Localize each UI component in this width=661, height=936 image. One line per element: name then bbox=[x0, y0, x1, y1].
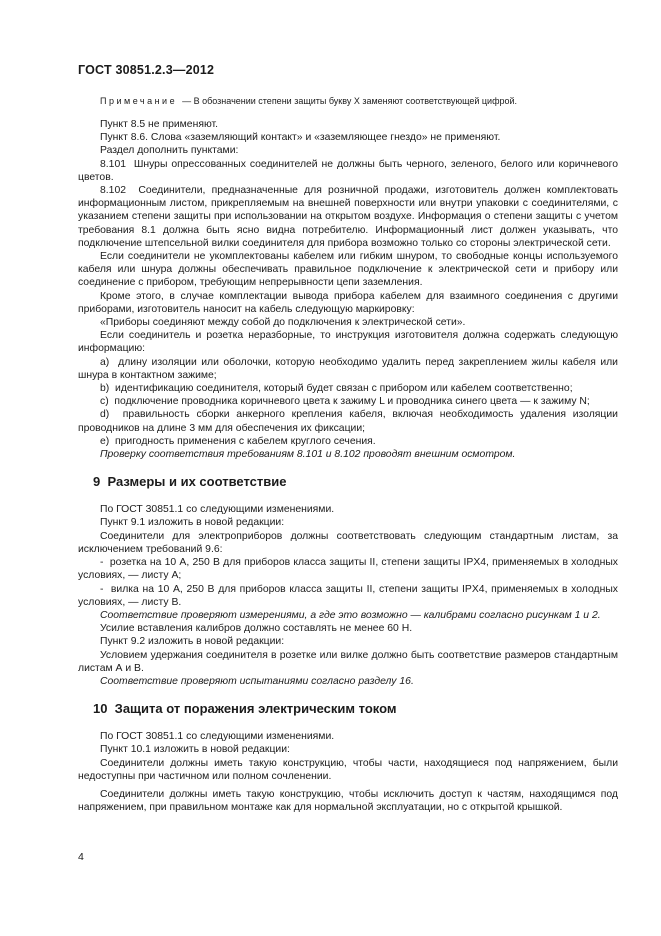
page-number: 4 bbox=[78, 851, 84, 863]
note-text: — В обозначении степени защиты букву X заменяют соответствующей цифрой. bbox=[182, 96, 518, 106]
paragraph: Усилие вставления калибров должно составлять не менее 60 Н. bbox=[100, 623, 413, 635]
paragraph: Пункт 8.6. Слова «заземляющий контакт» и «заземляющее гнездо» не применяют. bbox=[100, 132, 501, 144]
running-header: ГОСТ 30851.2.3—2012 bbox=[78, 63, 215, 77]
paragraph: Если соединитель и розетка неразборные, то инструкция изготовителя должна содержать следующую информацию: bbox=[78, 330, 618, 355]
dash-item: - розетка на 10 А, 250 В для приборов класса защиты II, степени защиты IPX4, применяемых в холодных условиях, — листу А; bbox=[78, 557, 618, 582]
section-10-heading: 10 Защита от поражения электрическим током bbox=[93, 701, 397, 717]
paragraph: По ГОСТ 30851.1 со следующими изменениями. bbox=[100, 504, 335, 516]
page-content bbox=[78, 63, 618, 814]
section-9-heading: 9 Размеры и их соответствие bbox=[93, 474, 287, 490]
verification-note: Соответствие проверяют измерениями, а где это возможно — калибрами согласно рисункам 1 и 2. bbox=[100, 609, 601, 621]
paragraph: Соединители должны иметь такую конструкцию, чтобы части, находящиеся под напряжением, были недоступны при частичном или полном сочленении. bbox=[78, 757, 618, 782]
paragraph: Условием удержания соединителя в розетке или вилке должно быть соответствие размеров стандартным листам А и В. bbox=[78, 649, 618, 674]
list-item-e: e) пригодность применения с кабелем круглого сечения. bbox=[100, 435, 376, 447]
verification-note: Соответствие проверяют испытаниями согласно разделу 16. bbox=[100, 675, 414, 687]
paragraph: Соединители для электроприборов должны соответствовать следующим стандартным листам, за исключением требований 9.6: bbox=[78, 530, 618, 555]
note-label: Примечание bbox=[100, 96, 178, 106]
list-item-d: d) правильность сборки анкерного крепления кабеля, включая необходимость удаления изоляции проводников на длине 3 мм для обеспечения их фиксации; bbox=[78, 409, 618, 434]
list-item-a: a) длину изоляции или оболочки, которую необходимо удалить перед закреплением жилы кабеля или шнура в контактном зажиме; bbox=[78, 356, 618, 381]
dash-item: - вилка на 10 А, 250 В для приборов класса защиты II, степени защиты IPX4, применяемых в холодных условиях, — листу В. bbox=[78, 583, 618, 608]
paragraph: «Приборы соединяют между собой до подключения к электрической сети». bbox=[100, 317, 466, 329]
paragraph: Пункт 8.5 не применяют. bbox=[100, 119, 218, 130]
paragraph: Пункт 10.1 изложить в новой редакции: bbox=[100, 744, 290, 756]
paragraph: 8.101 Шнуры опрессованных соединителей не должны быть черного, зеленого, белого или коричневого цветов. bbox=[78, 158, 618, 183]
paragraph: Пункт 9.1 изложить в новой редакции: bbox=[100, 517, 285, 529]
paragraph: Соединители должны иметь такую конструкцию, чтобы исключить доступ к частям, находящимся под напряжением, при правильном монтаже как для нормальной эксплуатации, но с открытой крышкой. bbox=[78, 788, 618, 814]
paragraph: Раздел дополнить пунктами: bbox=[100, 145, 239, 157]
paragraph: Пункт 9.2 изложить в новой редакции: bbox=[100, 636, 285, 648]
note-paragraph bbox=[78, 96, 618, 107]
paragraph: Если соединители не укомплектованы кабелем или гибким шнуром, то свободные концы используемого кабеля или шнура должны обеспечивать правильное подключение к электрической сети и прибору или соединение с прибором, требующим непрерывности цепи заземления. bbox=[78, 251, 618, 289]
list-item-c: c) подключение проводника коричневого цвета к зажиму L и проводника синего цвета — к зажиму N; bbox=[100, 396, 590, 408]
paragraph: 8.102 Соединители, предназначенные для розничной продажи, изготовитель должен комплектовать информационным листом, прикрепляемым на внешней поверхности или внутри упаковки с соединителями, с указанием степени защиты при использовании на открытом воздухе. Информация о степени защиты с учетом требования 8.1 должна быть ясно видна потребителю. Информационный лист должен указывать, что подключение штепсельной вилки соединителя для прибора возможно только со стороны электрической сети. bbox=[78, 185, 618, 249]
paragraph: Кроме этого, в случае комплектации вывода прибора кабелем для взаимного соединения с другими приборами, изготовитель наносит на кабель следующую маркировку: bbox=[78, 290, 618, 315]
paragraph: По ГОСТ 30851.1 со следующими изменениями. bbox=[100, 731, 335, 743]
verification-note: Проверку соответствия требованиям 8.101 и 8.102 проводят внешним осмотром. bbox=[100, 449, 516, 461]
list-item-b: b) идентификацию соединителя, который будет связан с прибором или кабелем соответственно; bbox=[100, 383, 573, 395]
